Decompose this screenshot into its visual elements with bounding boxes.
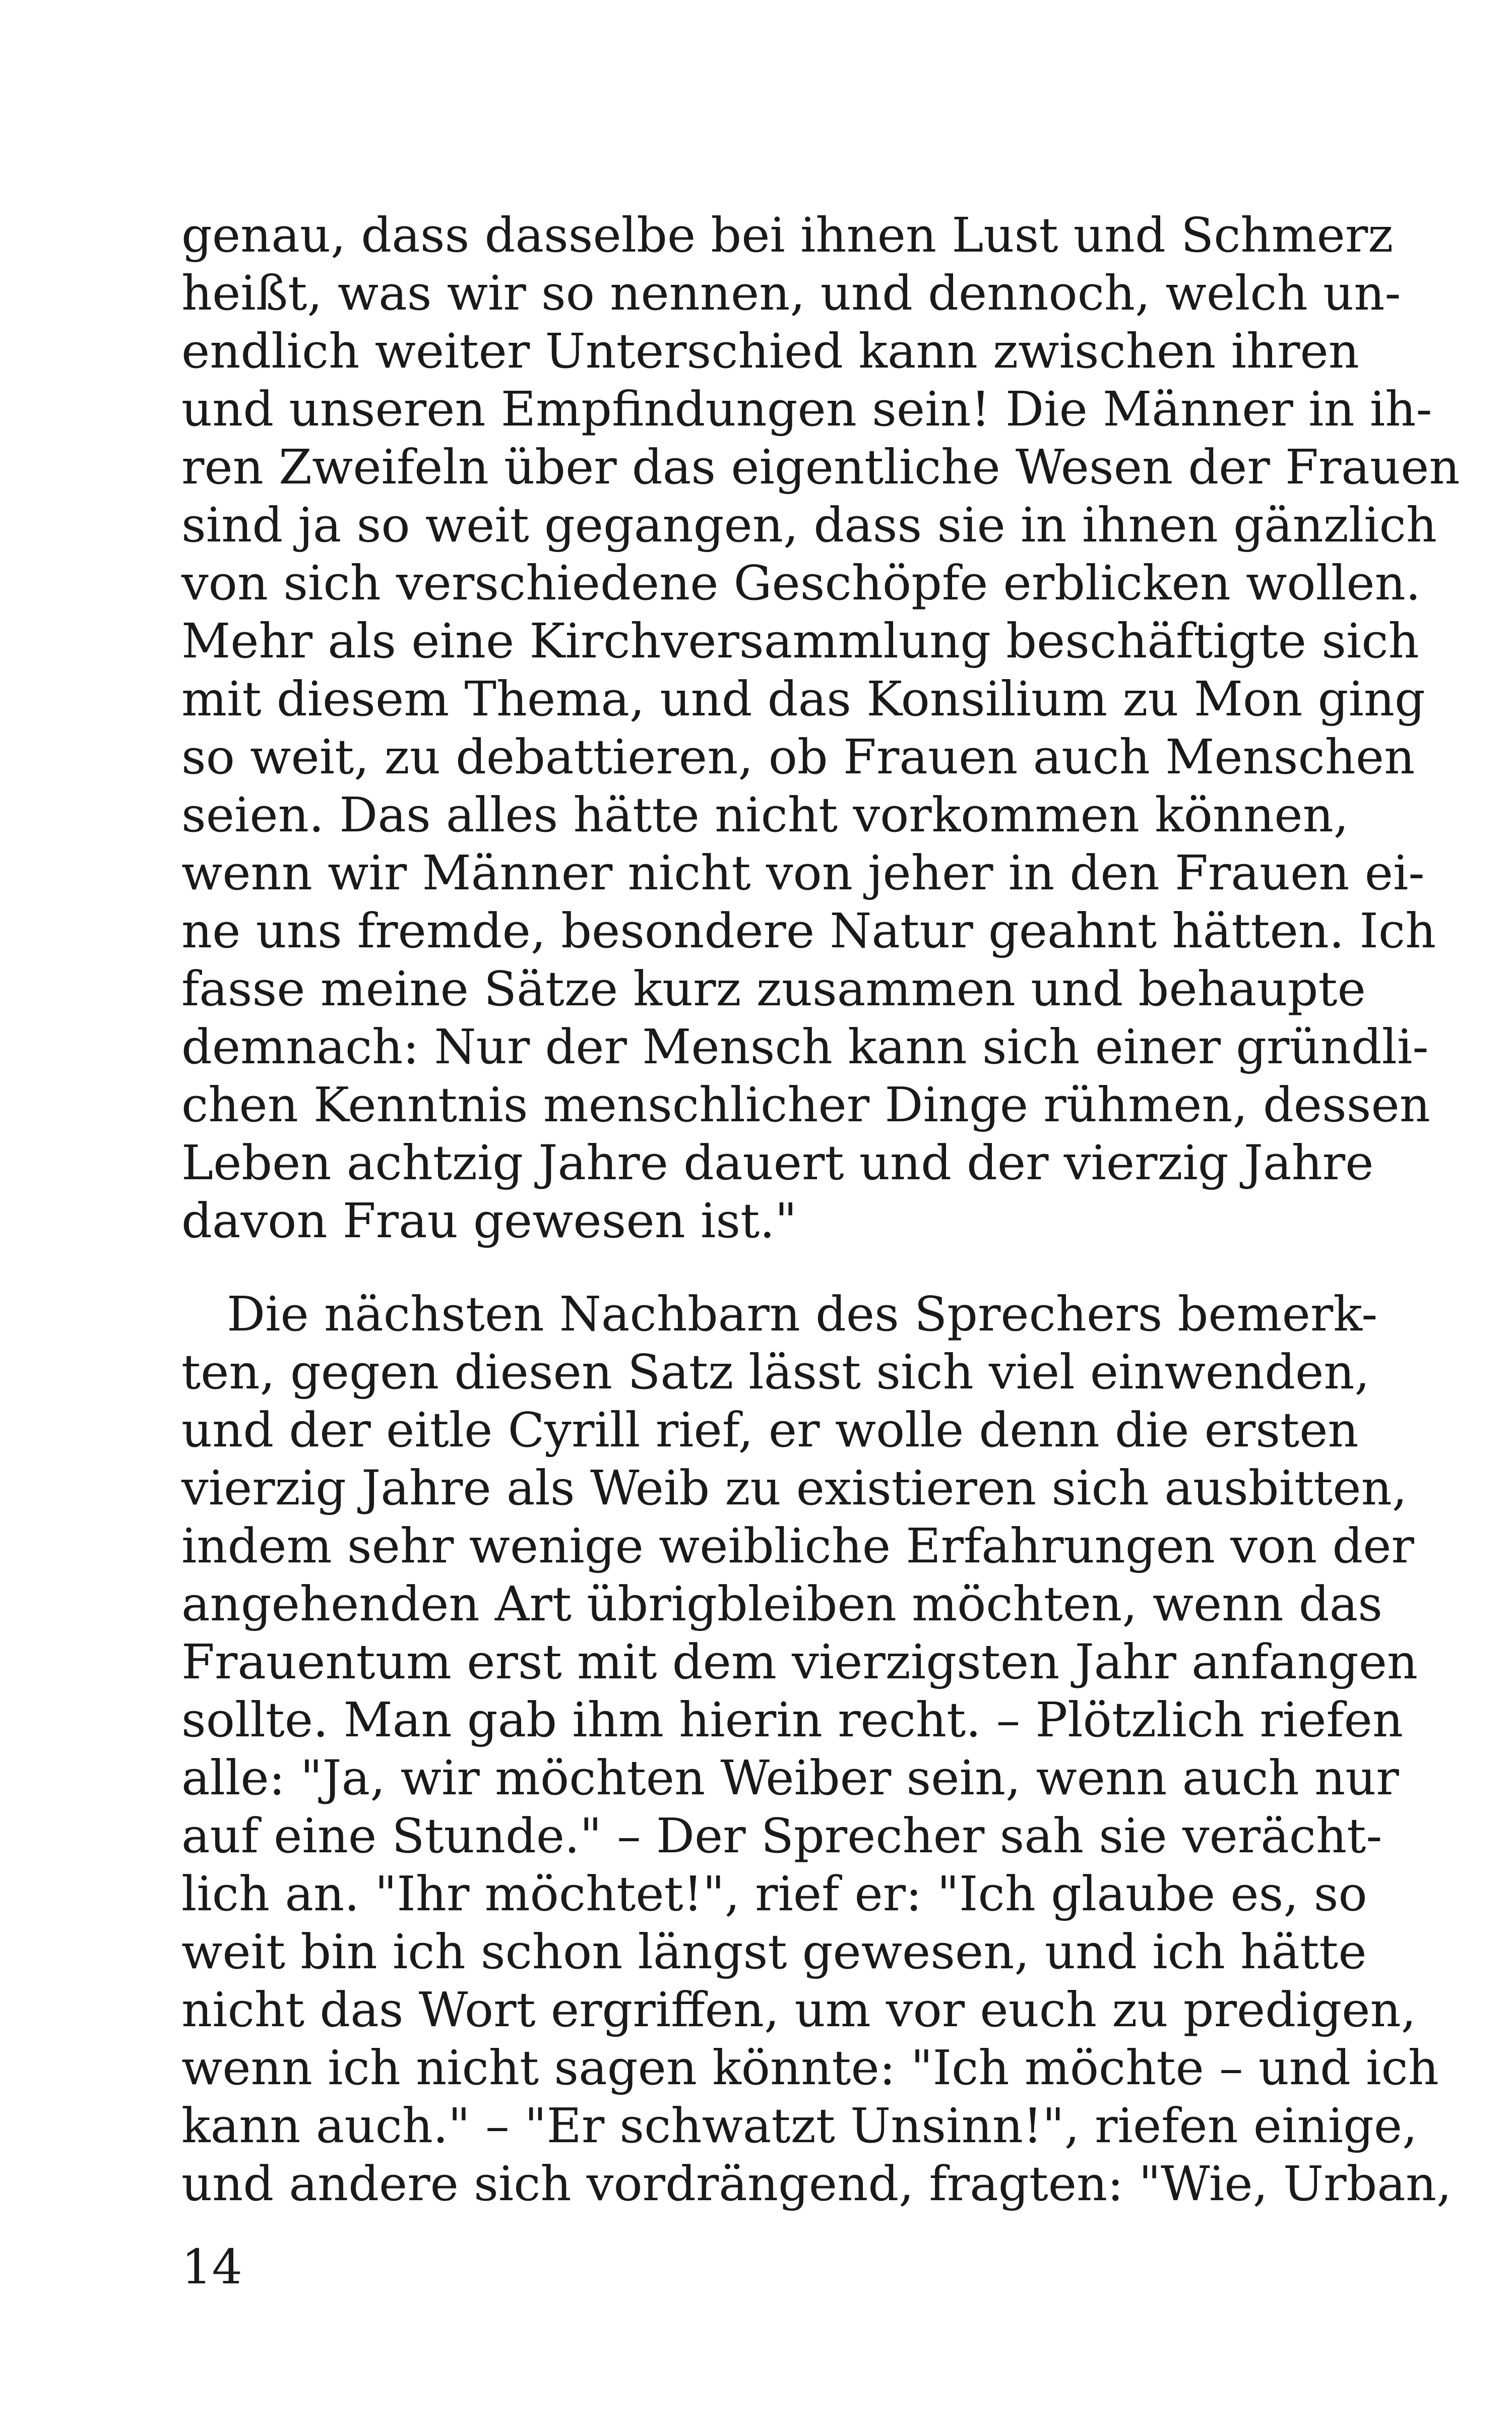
text-line: seien. Das alles hätte nicht vorkommen können, bbox=[181, 788, 1349, 843]
text-line: indem sehr wenige weibliche Erfahrungen von der bbox=[181, 1519, 1414, 1574]
page-number: 14 bbox=[181, 2240, 242, 2295]
text-line: Leben achtzig Jahre dauert und der vierzig Jahre bbox=[181, 1135, 1374, 1191]
text-line: heißt, was wir so nennen, und dennoch, welch un- bbox=[181, 266, 1401, 321]
text-line: auf eine Stunde." – Der Sprecher sah sie verächt- bbox=[181, 1808, 1382, 1864]
text-line: mit diesem Thema, und das Konsilium zu Mon ging bbox=[181, 672, 1425, 727]
text-line: von sich verschiedene Geschöpfe erblicken wollen. bbox=[181, 556, 1421, 611]
text-line: sollte. Man gab ihm hierin recht. – Plötzlich riefen bbox=[181, 1692, 1404, 1748]
text-line: vierzig Jahre als Weib zu existieren sich ausbitten, bbox=[181, 1461, 1407, 1516]
text-line: demnach: Nur der Mensch kann sich einer gründli- bbox=[181, 1019, 1429, 1075]
text-line: weit bin ich schon längst gewesen, und ich hätte bbox=[181, 1924, 1367, 1980]
text-line: chen Kenntnis menschlicher Dinge rühmen, dessen bbox=[181, 1077, 1430, 1133]
text-line: wenn ich nicht sagen könnte: "Ich möchte – und ich bbox=[181, 2040, 1439, 2096]
text-line: nicht das Wort ergriffen, um vor euch zu predigen, bbox=[181, 1982, 1416, 2038]
text-line: und unseren Empfindungen sein! Die Männer in ih- bbox=[181, 382, 1432, 437]
text-line: alle: "Ja, wir möchten Weiber sein, wenn auch nur bbox=[181, 1750, 1399, 1806]
text-line: davon Frau gewesen ist." bbox=[181, 1193, 797, 1249]
text-line: ten, gegen diesen Satz lässt sich viel einwenden, bbox=[181, 1345, 1370, 1400]
paragraph-1 bbox=[181, 207, 1460, 1250]
text-line: und andere sich vordrängend, fragten: "Wie, Urban, bbox=[181, 2156, 1452, 2212]
paragraph-2 bbox=[181, 1286, 1452, 2213]
text-line: sind ja so weit gegangen, dass sie in ihnen gänzlich bbox=[181, 498, 1437, 553]
text-line: Die nächsten Nachbarn des Sprechers bemerk- bbox=[227, 1287, 1378, 1342]
text-line: angehenden Art übrigbleiben möchten, wenn das bbox=[181, 1577, 1383, 1632]
text-line: Mehr als eine Kirchversammlung beschäftigte sich bbox=[181, 614, 1419, 669]
text-line: und der eitle Cyrill rief, er wolle denn die ersten bbox=[181, 1403, 1359, 1458]
text-line: endlich weiter Unterschied kann zwischen ihren bbox=[181, 324, 1359, 379]
text-line: fasse meine Sätze kurz zusammen und behaupte bbox=[181, 961, 1366, 1017]
text-line: so weit, zu debattieren, ob Frauen auch Menschen bbox=[181, 730, 1415, 785]
text-line: Frauentum erst mit dem vierzigsten Jahr anfangen bbox=[181, 1635, 1418, 1690]
text-line: genau, dass dasselbe bei ihnen Lust und Schmerz bbox=[181, 208, 1394, 263]
text-line: ne uns fremde, besondere Natur geahnt hätten. Ich bbox=[181, 903, 1436, 959]
text-line: ren Zweifeln über das eigentliche Wesen der Frauen bbox=[181, 440, 1460, 495]
text-line: wenn wir Männer nicht von jeher in den Frauen ei- bbox=[181, 845, 1425, 901]
text-line: lich an. "Ihr möchtet!", rief er: "Ich glaube es, so bbox=[181, 1866, 1367, 1922]
text-line: kann auch." – "Er schwatzt Unsinn!", riefen einige, bbox=[181, 2098, 1418, 2154]
